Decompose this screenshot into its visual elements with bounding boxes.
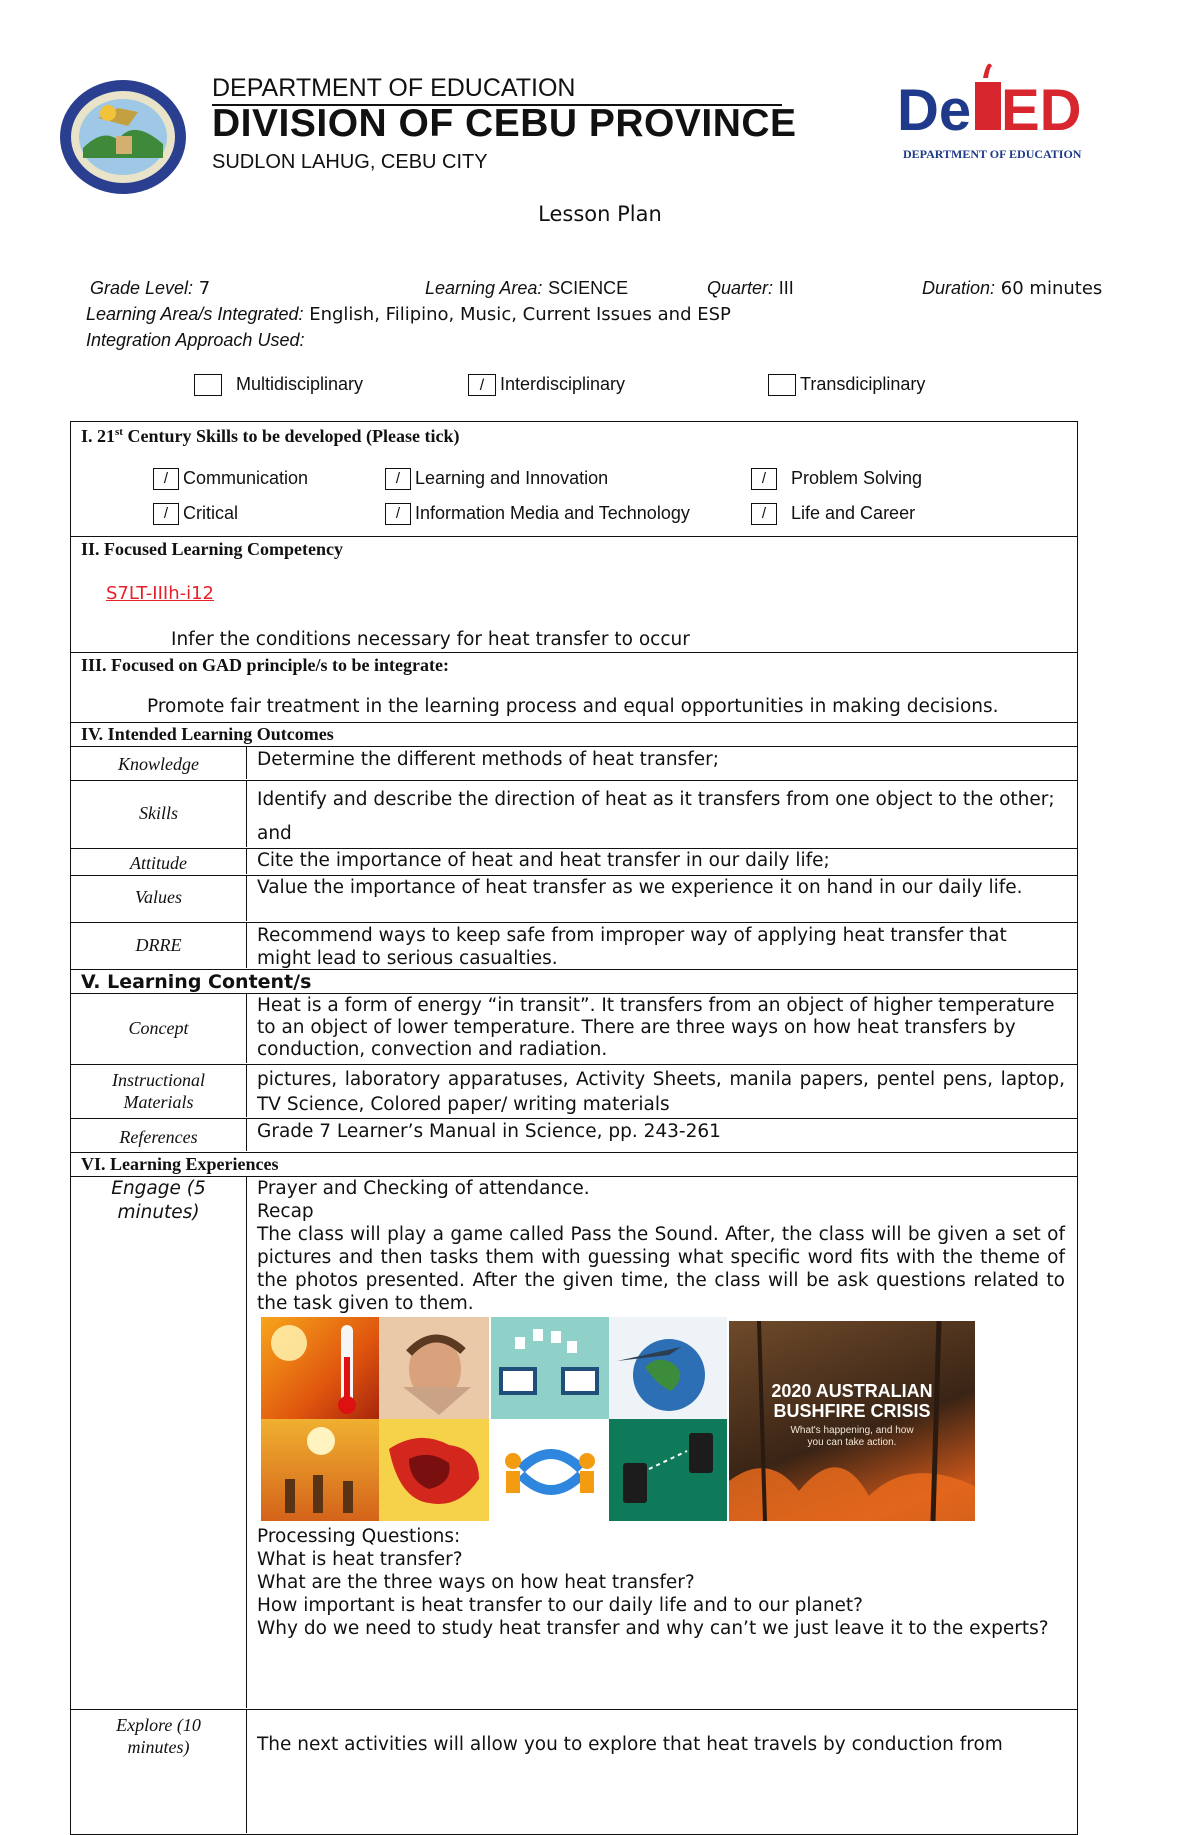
outcome-row xyxy=(71,848,1077,875)
content-row xyxy=(71,1118,1077,1152)
outcome-label: Attitude xyxy=(71,849,247,874)
approach-transdisciplinary[interactable]: Transdiciplinary xyxy=(768,374,925,396)
outcome-row xyxy=(71,875,1077,922)
file-transfer-image xyxy=(491,1317,609,1419)
explore-row xyxy=(71,1709,1077,1834)
engage-content xyxy=(257,1177,1065,1315)
section-outcomes-title: IV. Intended Learning Outcomes xyxy=(81,724,334,744)
question-item: Why do we need to study heat transfer and why can’t we just leave it to the experts? xyxy=(257,1618,1049,1639)
outcome-row xyxy=(71,922,1077,969)
outcome-label: DRRE xyxy=(71,923,247,968)
content-label: Instructional Materials xyxy=(71,1065,247,1117)
svg-text:De: De xyxy=(897,78,972,143)
question-item: What are the three ways on how heat transfer? xyxy=(257,1572,695,1593)
content-row xyxy=(71,1064,1077,1118)
sweating-person-image xyxy=(379,1317,489,1419)
deped-logo-subtext: DEPARTMENT OF EDUCATION xyxy=(903,147,1082,161)
quarter: Quarter: III xyxy=(707,278,794,298)
approach-interdisciplinary[interactable]: / Interdisciplinary xyxy=(468,374,625,396)
engage-label: Engage (5 minutes) xyxy=(71,1177,247,1708)
section-skills-title: I. 21st Century Skills to be developed (Please tick) xyxy=(81,426,460,446)
people-exchange-image xyxy=(491,1419,609,1521)
content-text: Grade 7 Learner’s Manual in Science, pp. 243-261 xyxy=(257,1121,721,1142)
question-item: How important is heat transfer to our daily life and to our planet? xyxy=(257,1595,863,1616)
deped-logo xyxy=(895,48,1090,166)
department-heading: DEPARTMENT OF EDUCATION xyxy=(212,74,782,106)
section-experiences-title: VI. Learning Experiences xyxy=(81,1154,279,1174)
outcome-row xyxy=(71,746,1077,780)
document-title: Lesson Plan xyxy=(538,202,662,226)
address-text: SUDLON LAHUG, CEBU CITY xyxy=(212,151,488,173)
engage-line: Recap xyxy=(257,1201,314,1222)
explore-label: Explore (10 minutes) xyxy=(71,1710,247,1833)
svg-text:ED: ED xyxy=(1001,78,1082,143)
checkbox[interactable]: / xyxy=(468,374,496,396)
heat-wave-crowd-image xyxy=(261,1419,379,1521)
skill-communication[interactable]: / Communication xyxy=(153,468,308,490)
outcome-text: Value the importance of heat transfer as we experience it on hand in our daily life. xyxy=(257,877,1023,898)
section-outcomes-header xyxy=(71,722,1077,746)
skill-critical[interactable]: / Critical xyxy=(153,503,238,525)
section-competency-title: II. Focused Learning Competency xyxy=(81,539,343,559)
content-label: Concept xyxy=(71,994,247,1063)
engage-paragraph: The class will play a game called Pass the Sound. After, the class will be given a set of pictures and then tasks them with guessing what specific word fits with the theme of the photos presented. After the given time, the class will be ask questions related to the task given to them. xyxy=(257,1224,1065,1314)
section-content-title: V. Learning Content/s xyxy=(81,971,312,993)
lesson-plan-table xyxy=(70,421,1078,1835)
skill-learning-innovation[interactable]: / Learning and Innovation xyxy=(385,468,608,490)
processing-questions xyxy=(257,1525,1065,1640)
outcome-row xyxy=(71,780,1077,848)
outcome-label: Skills xyxy=(71,781,247,847)
integration-approach-label: Integration Approach Used: xyxy=(86,330,305,350)
bushfire-subcaption: What's happening, and how you can take action. xyxy=(790,1425,914,1448)
question-item: What is heat transfer? xyxy=(257,1549,463,1570)
engage-row xyxy=(71,1176,1077,1709)
division-seal-logo xyxy=(58,78,188,196)
competency-text: Infer the conditions necessary for heat transfer to occur xyxy=(171,629,690,650)
engage-line: Prayer and Checking of attendance. xyxy=(257,1178,590,1199)
gad-text: Promote fair treatment in the learning process and equal opportunities in making decisions. xyxy=(147,696,999,717)
competency-code: S7LT-IIIh-i12 xyxy=(106,583,214,604)
grade-level: Grade Level: 7 xyxy=(90,278,211,299)
learning-area: Learning Area: SCIENCE xyxy=(425,278,629,298)
explore-text: The next activities will allow you to explore that heat travels by conduction from xyxy=(257,1734,1003,1755)
checkbox[interactable] xyxy=(768,374,796,396)
checkbox[interactable] xyxy=(194,374,222,396)
approach-multidisciplinary[interactable]: Multidisciplinary xyxy=(194,374,363,396)
skill-information-media[interactable]: / Information Media and Technology xyxy=(385,503,690,525)
duration: Duration: 60 minutes xyxy=(922,278,1103,299)
outcome-label: Values xyxy=(71,876,247,921)
section-gad xyxy=(71,652,1077,722)
bushfire-crisis-image xyxy=(729,1321,975,1521)
bushfire-caption: 2020 AUSTRALIAN BUSHFIRE CRISIS xyxy=(771,1381,933,1421)
skill-problem-solving[interactable]: / Problem Solving xyxy=(751,468,922,490)
content-text: pictures, laboratory apparatuses, Activity Sheets, manila papers, pentel pens, laptop, TV Science, Colored paper/ writing materials xyxy=(257,1069,1065,1115)
division-heading: DIVISION OF CEBU PROVINCE xyxy=(212,102,797,145)
content-row xyxy=(71,993,1077,1064)
phone-transfer-image xyxy=(609,1419,727,1521)
skill-life-career[interactable]: / Life and Career xyxy=(751,503,915,525)
section-experiences-header xyxy=(71,1152,1077,1176)
hot-sun-thermometer-image xyxy=(261,1317,379,1419)
outcome-text: Identify and describe the direction of heat as it transfers from one object to the other; and xyxy=(257,789,1055,844)
section-gad-title: III. Focused on GAD principle/s to be integrate: xyxy=(81,655,449,675)
section-competency xyxy=(71,536,1077,652)
outcome-text: Cite the importance of heat and heat transfer in our daily life; xyxy=(257,850,830,871)
heat-map-image xyxy=(379,1419,489,1521)
globe-airplane-image xyxy=(609,1317,727,1419)
outcome-text: Recommend ways to keep safe from improper way of applying heat transfer that might lead to serious casualties. xyxy=(257,925,1007,969)
outcome-label: Knowledge xyxy=(71,747,247,779)
questions-title: Processing Questions: xyxy=(257,1526,461,1547)
content-label: References xyxy=(71,1119,247,1151)
integrated-areas: Learning Area/s Integrated: English, Filipino, Music, Current Issues and ESP xyxy=(86,304,731,325)
content-text: Heat is a form of energy “in transit”. It transfers from an object of higher temperature to an object of lower temperature. There are three ways on how heat transfers by conduction, convection and radiation. xyxy=(257,995,1055,1060)
outcome-text: Determine the different methods of heat transfer; xyxy=(257,749,719,770)
section-content-header xyxy=(71,969,1077,993)
